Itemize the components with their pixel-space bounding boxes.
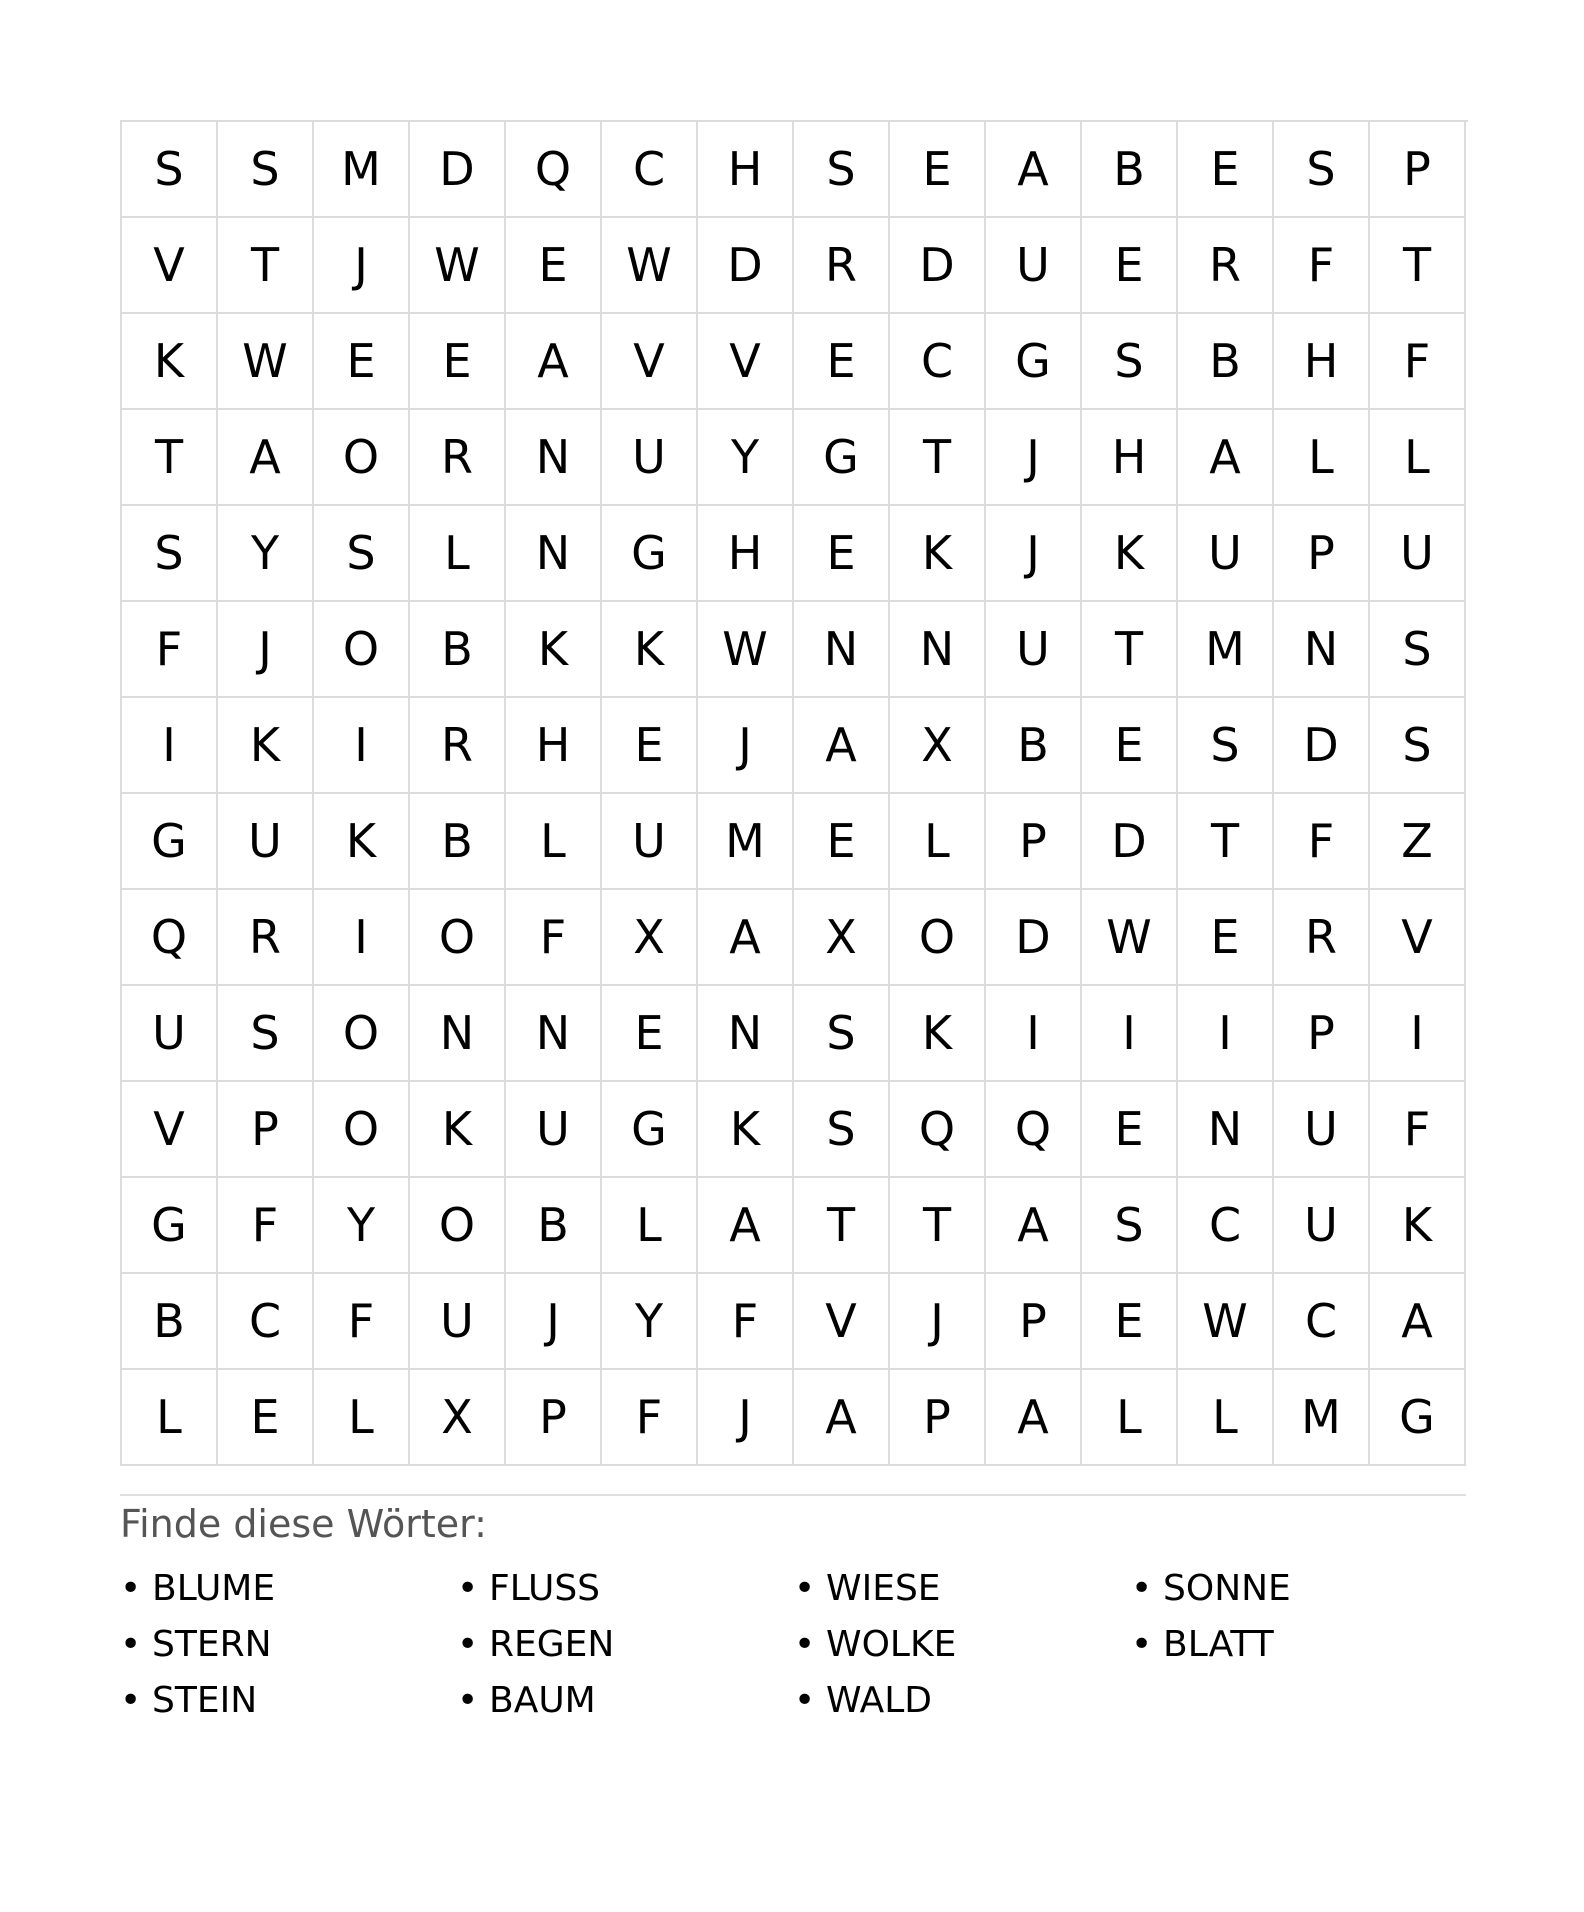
grid-cell[interactable]: B: [410, 602, 506, 698]
word-list-item: [120, 1560, 457, 1616]
grid-cell[interactable]: U: [218, 794, 314, 890]
grid-cell[interactable]: J: [218, 602, 314, 698]
grid-cell[interactable]: S: [1082, 314, 1178, 410]
grid-cell[interactable]: P: [890, 1370, 986, 1466]
grid-cell[interactable]: I: [314, 890, 410, 986]
grid-cell[interactable]: N: [506, 410, 602, 506]
grid-cell[interactable]: E: [506, 218, 602, 314]
grid-cell[interactable]: S: [1370, 698, 1466, 794]
grid-cell[interactable]: K: [218, 698, 314, 794]
word-label: BAUM: [489, 1679, 596, 1721]
word-label: BLUME: [152, 1567, 276, 1609]
grid-cell[interactable]: H: [1274, 314, 1370, 410]
grid-cell[interactable]: P: [1274, 986, 1370, 1082]
grid-cell[interactable]: V: [122, 1082, 218, 1178]
bullet-icon: •: [457, 1623, 479, 1665]
word-list-item: [1131, 1616, 1468, 1672]
grid-cell[interactable]: F: [1274, 794, 1370, 890]
grid-cell[interactable]: E: [410, 314, 506, 410]
word-list-item: [120, 1616, 457, 1672]
grid-cell[interactable]: K: [410, 1082, 506, 1178]
grid-cell[interactable]: A: [794, 698, 890, 794]
grid-cell[interactable]: E: [1082, 218, 1178, 314]
grid-cell[interactable]: L: [314, 1370, 410, 1466]
grid-cell[interactable]: A: [698, 1178, 794, 1274]
grid-cell[interactable]: E: [794, 314, 890, 410]
grid-cell[interactable]: R: [1274, 890, 1370, 986]
grid-cell[interactable]: R: [218, 890, 314, 986]
grid-cell[interactable]: E: [794, 506, 890, 602]
grid-cell[interactable]: E: [1178, 122, 1274, 218]
grid-cell[interactable]: H: [506, 698, 602, 794]
grid-cell[interactable]: D: [410, 122, 506, 218]
word-search-puzzle: [120, 120, 1468, 1728]
grid-cell[interactable]: J: [506, 1274, 602, 1370]
grid-cell[interactable]: O: [314, 410, 410, 506]
grid-cell[interactable]: E: [1082, 1274, 1178, 1370]
grid-cell[interactable]: N: [1274, 602, 1370, 698]
grid-cell[interactable]: L: [890, 794, 986, 890]
grid-cell[interactable]: X: [890, 698, 986, 794]
grid-cell[interactable]: H: [698, 506, 794, 602]
grid-cell[interactable]: P: [1274, 506, 1370, 602]
grid-cell[interactable]: D: [1274, 698, 1370, 794]
word-list-item: [457, 1616, 794, 1672]
grid-cell[interactable]: W: [698, 602, 794, 698]
bullet-icon: •: [457, 1679, 479, 1721]
grid-cell[interactable]: N: [794, 602, 890, 698]
grid-cell[interactable]: U: [1274, 1082, 1370, 1178]
grid-cell[interactable]: P: [986, 1274, 1082, 1370]
grid-cell[interactable]: R: [1178, 218, 1274, 314]
grid-cell[interactable]: Y: [218, 506, 314, 602]
grid-cell[interactable]: S: [218, 986, 314, 1082]
grid-cell[interactable]: S: [1082, 1178, 1178, 1274]
grid-cell[interactable]: N: [698, 986, 794, 1082]
grid-cell[interactable]: U: [122, 986, 218, 1082]
grid-cell[interactable]: X: [410, 1370, 506, 1466]
grid-cell[interactable]: N: [1178, 1082, 1274, 1178]
grid-cell[interactable]: S: [122, 122, 218, 218]
grid-cell[interactable]: B: [410, 794, 506, 890]
letter-grid: [120, 120, 1468, 1466]
grid-cell[interactable]: M: [1274, 1370, 1370, 1466]
grid-cell[interactable]: K: [314, 794, 410, 890]
grid-cell[interactable]: T: [122, 410, 218, 506]
grid-cell[interactable]: L: [1274, 410, 1370, 506]
grid-cell[interactable]: Q: [122, 890, 218, 986]
grid-cell[interactable]: A: [698, 890, 794, 986]
grid-cell[interactable]: B: [1178, 314, 1274, 410]
grid-cell[interactable]: S: [1274, 122, 1370, 218]
grid-cell[interactable]: U: [1274, 1178, 1370, 1274]
grid-cell[interactable]: M: [698, 794, 794, 890]
grid-cell[interactable]: R: [794, 218, 890, 314]
grid-cell[interactable]: B: [1082, 122, 1178, 218]
grid-cell[interactable]: A: [986, 122, 1082, 218]
grid-cell[interactable]: I: [1178, 986, 1274, 1082]
grid-cell[interactable]: A: [1370, 1274, 1466, 1370]
grid-cell[interactable]: E: [218, 1370, 314, 1466]
word-label: STERN: [152, 1623, 272, 1665]
bullet-icon: •: [120, 1623, 142, 1665]
grid-cell[interactable]: U: [602, 794, 698, 890]
grid-cell[interactable]: S: [794, 122, 890, 218]
word-list-item: [457, 1560, 794, 1616]
bullet-icon: •: [120, 1679, 142, 1721]
grid-cell[interactable]: S: [794, 1082, 890, 1178]
grid-cell[interactable]: P: [506, 1370, 602, 1466]
grid-cell[interactable]: L: [1370, 410, 1466, 506]
grid-cell[interactable]: F: [1370, 1082, 1466, 1178]
grid-cell[interactable]: V: [602, 314, 698, 410]
grid-cell[interactable]: L: [122, 1370, 218, 1466]
grid-cell[interactable]: K: [506, 602, 602, 698]
grid-cell[interactable]: P: [986, 794, 1082, 890]
grid-cell[interactable]: V: [122, 218, 218, 314]
grid-cell[interactable]: F: [506, 890, 602, 986]
word-label: WOLKE: [826, 1623, 957, 1665]
bullet-icon: •: [120, 1567, 142, 1609]
grid-cell[interactable]: E: [794, 794, 890, 890]
grid-cell[interactable]: L: [410, 506, 506, 602]
grid-cell[interactable]: I: [1370, 986, 1466, 1082]
grid-cell[interactable]: A: [506, 314, 602, 410]
word-list-item: [1131, 1560, 1468, 1616]
grid-cell[interactable]: Z: [1370, 794, 1466, 890]
grid-cell[interactable]: A: [218, 410, 314, 506]
grid-cell[interactable]: L: [602, 1178, 698, 1274]
grid-cell[interactable]: Y: [602, 1274, 698, 1370]
grid-cell[interactable]: K: [698, 1082, 794, 1178]
grid-cell[interactable]: J: [986, 410, 1082, 506]
grid-cell[interactable]: B: [506, 1178, 602, 1274]
grid-cell[interactable]: M: [1178, 602, 1274, 698]
grid-cell[interactable]: I: [1082, 986, 1178, 1082]
grid-cell[interactable]: E: [890, 122, 986, 218]
grid-cell[interactable]: G: [794, 410, 890, 506]
grid-cell[interactable]: S: [1370, 602, 1466, 698]
grid-cell[interactable]: E: [602, 698, 698, 794]
grid-cell[interactable]: V: [794, 1274, 890, 1370]
word-list-item: [794, 1672, 1131, 1728]
grid-cell[interactable]: Y: [698, 410, 794, 506]
grid-cell[interactable]: A: [794, 1370, 890, 1466]
grid-cell[interactable]: O: [314, 602, 410, 698]
word-label: WIESE: [826, 1567, 941, 1609]
grid-cell[interactable]: X: [794, 890, 890, 986]
grid-cell[interactable]: F: [602, 1370, 698, 1466]
word-label: STEIN: [152, 1679, 258, 1721]
grid-cell[interactable]: I: [986, 986, 1082, 1082]
grid-cell[interactable]: K: [122, 314, 218, 410]
grid-cell[interactable]: G: [602, 506, 698, 602]
grid-cell[interactable]: J: [890, 1274, 986, 1370]
word-list-title: Finde diese Wörter:: [120, 1502, 487, 1546]
grid-cell[interactable]: S: [314, 506, 410, 602]
grid-cell[interactable]: T: [890, 1178, 986, 1274]
grid-cell[interactable]: E: [314, 314, 410, 410]
grid-cell[interactable]: M: [314, 122, 410, 218]
word-list-item: [794, 1616, 1131, 1672]
grid-cell[interactable]: C: [1274, 1274, 1370, 1370]
grid-cell[interactable]: J: [986, 506, 1082, 602]
grid-cell[interactable]: C: [1178, 1178, 1274, 1274]
grid-cell[interactable]: F: [122, 602, 218, 698]
grid-cell[interactable]: E: [1178, 890, 1274, 986]
grid-cell[interactable]: N: [506, 986, 602, 1082]
grid-cell[interactable]: K: [890, 506, 986, 602]
grid-cell[interactable]: J: [698, 1370, 794, 1466]
grid-cell[interactable]: S: [794, 986, 890, 1082]
grid-cell[interactable]: T: [1178, 794, 1274, 890]
grid-cell[interactable]: K: [602, 602, 698, 698]
grid-cell[interactable]: O: [890, 890, 986, 986]
grid-cell[interactable]: R: [410, 410, 506, 506]
grid-cell[interactable]: N: [410, 986, 506, 1082]
grid-cell[interactable]: W: [602, 218, 698, 314]
grid-cell[interactable]: E: [1082, 1082, 1178, 1178]
grid-cell[interactable]: F: [218, 1178, 314, 1274]
grid-cell[interactable]: K: [890, 986, 986, 1082]
bullet-icon: •: [1131, 1623, 1153, 1665]
grid-cell[interactable]: P: [218, 1082, 314, 1178]
grid-cell[interactable]: S: [218, 122, 314, 218]
grid-cell[interactable]: C: [218, 1274, 314, 1370]
bullet-icon: •: [794, 1567, 816, 1609]
grid-cell[interactable]: H: [698, 122, 794, 218]
grid-cell[interactable]: S: [122, 506, 218, 602]
grid-cell[interactable]: G: [122, 794, 218, 890]
grid-cell[interactable]: A: [1178, 410, 1274, 506]
grid-cell[interactable]: P: [1370, 122, 1466, 218]
grid-cell[interactable]: U: [602, 410, 698, 506]
word-list: [120, 1560, 1468, 1728]
word-label: FLUSS: [489, 1567, 601, 1609]
grid-cell[interactable]: G: [122, 1178, 218, 1274]
grid-cell[interactable]: K: [1370, 1178, 1466, 1274]
grid-cell[interactable]: X: [602, 890, 698, 986]
word-label: BLATT: [1163, 1623, 1274, 1665]
grid-cell[interactable]: D: [986, 890, 1082, 986]
grid-cell[interactable]: A: [986, 1178, 1082, 1274]
grid-cell[interactable]: U: [986, 602, 1082, 698]
grid-cell[interactable]: H: [1082, 410, 1178, 506]
grid-cell[interactable]: G: [602, 1082, 698, 1178]
grid-cell[interactable]: O: [314, 1082, 410, 1178]
word-label: SONNE: [1163, 1567, 1291, 1609]
grid-cell[interactable]: O: [410, 890, 506, 986]
grid-cell[interactable]: L: [1178, 1370, 1274, 1466]
grid-cell[interactable]: B: [986, 698, 1082, 794]
grid-cell[interactable]: W: [218, 314, 314, 410]
grid-cell[interactable]: U: [986, 218, 1082, 314]
grid-cell[interactable]: U: [410, 1274, 506, 1370]
grid-cell[interactable]: T: [1370, 218, 1466, 314]
grid-cell[interactable]: E: [602, 986, 698, 1082]
grid-cell[interactable]: D: [1082, 794, 1178, 890]
grid-cell[interactable]: D: [890, 218, 986, 314]
grid-cell[interactable]: T: [218, 218, 314, 314]
grid-cell[interactable]: Q: [986, 1082, 1082, 1178]
grid-cell[interactable]: O: [410, 1178, 506, 1274]
word-list-item: [120, 1672, 457, 1728]
grid-cell[interactable]: R: [410, 698, 506, 794]
grid-cell[interactable]: F: [1274, 218, 1370, 314]
word-list-item: [457, 1672, 794, 1728]
bullet-icon: •: [794, 1623, 816, 1665]
grid-cell[interactable]: D: [698, 218, 794, 314]
grid-cell[interactable]: J: [698, 698, 794, 794]
grid-cell[interactable]: L: [1082, 1370, 1178, 1466]
grid-cell[interactable]: N: [506, 506, 602, 602]
grid-cell[interactable]: I: [122, 698, 218, 794]
grid-cell[interactable]: Q: [506, 122, 602, 218]
grid-cell[interactable]: G: [986, 314, 1082, 410]
divider: [120, 1494, 1466, 1496]
grid-cell[interactable]: E: [1082, 698, 1178, 794]
grid-cell[interactable]: K: [1082, 506, 1178, 602]
grid-cell[interactable]: G: [1370, 1370, 1466, 1466]
word-label: WALD: [826, 1679, 933, 1721]
word-label: REGEN: [489, 1623, 615, 1665]
grid-cell[interactable]: L: [506, 794, 602, 890]
grid-cell[interactable]: F: [1370, 314, 1466, 410]
grid-cell[interactable]: C: [602, 122, 698, 218]
grid-cell[interactable]: J: [314, 218, 410, 314]
grid-cell[interactable]: Y: [314, 1178, 410, 1274]
grid-cell[interactable]: W: [1178, 1274, 1274, 1370]
grid-cell[interactable]: N: [890, 602, 986, 698]
grid-cell[interactable]: T: [794, 1178, 890, 1274]
bullet-icon: •: [794, 1679, 816, 1721]
grid-cell[interactable]: U: [1178, 506, 1274, 602]
grid-cell[interactable]: W: [410, 218, 506, 314]
grid-cell[interactable]: U: [506, 1082, 602, 1178]
grid-cell[interactable]: A: [986, 1370, 1082, 1466]
grid-cell[interactable]: C: [890, 314, 986, 410]
grid-cell[interactable]: T: [1082, 602, 1178, 698]
grid-cell[interactable]: O: [314, 986, 410, 1082]
grid-cell[interactable]: V: [698, 314, 794, 410]
word-list-item: [794, 1560, 1131, 1616]
grid-cell[interactable]: F: [698, 1274, 794, 1370]
grid-cell[interactable]: F: [314, 1274, 410, 1370]
grid-cell[interactable]: Q: [890, 1082, 986, 1178]
grid-cell[interactable]: B: [122, 1274, 218, 1370]
grid-cell[interactable]: U: [1370, 506, 1466, 602]
grid-cell[interactable]: T: [890, 410, 986, 506]
bullet-icon: •: [457, 1567, 479, 1609]
grid-cell[interactable]: V: [1370, 890, 1466, 986]
grid-cell[interactable]: S: [1178, 698, 1274, 794]
grid-cell[interactable]: W: [1082, 890, 1178, 986]
bullet-icon: •: [1131, 1567, 1153, 1609]
grid-cell[interactable]: I: [314, 698, 410, 794]
